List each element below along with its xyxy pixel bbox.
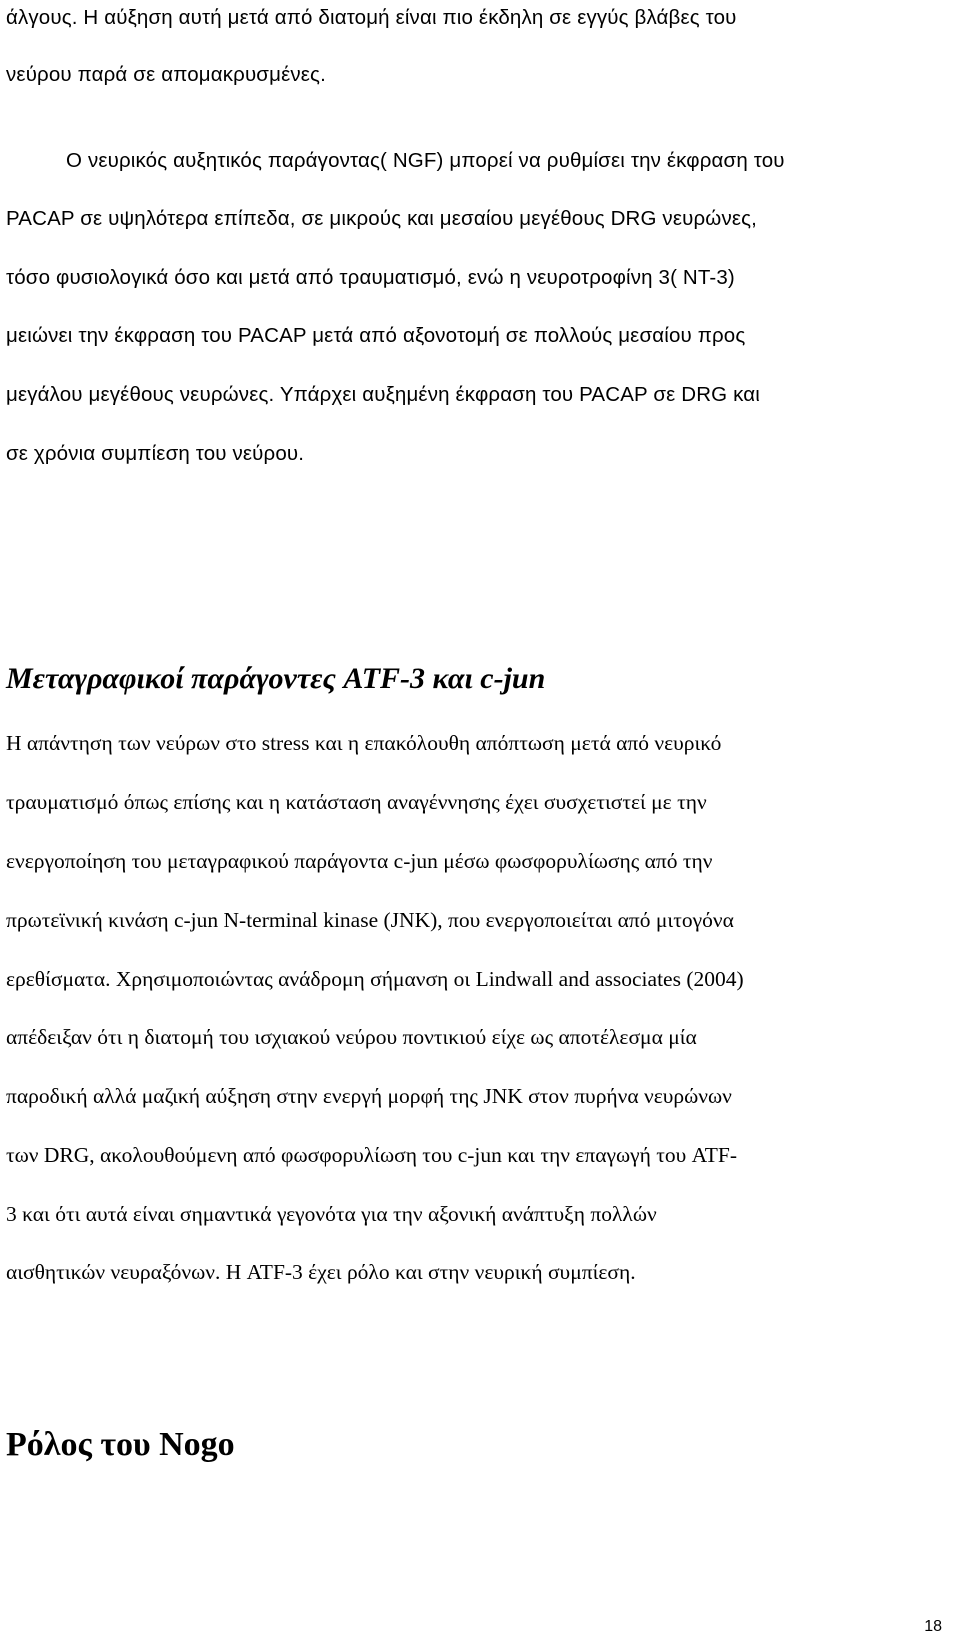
text-line: τραυματισμό όπως επίσης και η κατάσταση αναγέννησης έχει συσχετιστεί με την <box>6 790 707 814</box>
text-line: άλγους. Η αύξηση αυτή μετά από διατομή είναι πιο έκδηλη σε εγγύς βλάβες του <box>6 6 737 29</box>
page-number: 18 <box>924 1618 942 1635</box>
text-line: Η απάντηση των νεύρων στο stress και η επακόλουθη απόπτωση μετά από νευρικό <box>6 731 722 755</box>
text-line: ενεργοποίηση του μεταγραφικού παράγοντα c-jun μέσω φωσφορυλίωσης από την <box>6 849 713 873</box>
text-line: παροδική αλλά μαζική αύξηση στην ενεργή μορφή της JNK στον πυρήνα νευρώνων <box>6 1084 732 1108</box>
text-line: πρωτεϊνική κινάση c-jun N-terminal kinase (JNK), που ενεργοποιείται από μιτογόνα <box>6 908 734 932</box>
text-line: απέδειξαν ότι η διατομή του ισχιακού νεύρου ποντικιού είχε ως αποτέλεσμα μία <box>6 1025 697 1049</box>
text-line: 3 και ότι αυτά είναι σημαντικά γεγονότα για την αξονική ανάπτυξη πολλών <box>6 1202 657 1226</box>
text-line: μεγάλου μεγέθους νευρώνες. Υπάρχει αυξημένη έκφραση του PACAP σε DRG και <box>6 383 760 406</box>
text-line: νεύρου παρά σε απομακρυσμένες. <box>6 63 326 86</box>
section-heading-nogo: Ρόλος του Nogo <box>6 1426 235 1463</box>
text-line: των DRG, ακολουθούμενη από φωσφορυλίωση του c-jun και την επαγωγή του ATF- <box>6 1143 738 1167</box>
text-line: ερεθίσματα. Χρησιμοποιώντας ανάδρομη σήμανση οι Lindwall and associates (2004) <box>6 967 744 991</box>
text-line: μειώνει την έκφραση του PACAP μετά από αξονοτομή σε πολλούς μεσαίου προς <box>6 324 746 347</box>
section-heading-atf3: Μεταγραφικοί παράγοντες ATF-3 και c-jun <box>6 662 546 695</box>
text-line: τόσο φυσιολογικά όσο και μετά από τραυματισμό, ενώ η νευροτροφίνη 3( NT-3) <box>6 266 735 289</box>
text-line: PACAP σε υψηλότερα επίπεδα, σε μικρούς και μεσαίου μεγέθους DRG νευρώνες, <box>6 207 758 230</box>
text-line: Ο νευρικός αυξητικός παράγοντας( NGF) μπορεί να ρυθμίσει την έκφραση του <box>66 149 785 172</box>
text-line: αισθητικών νευραξόνων. Η ATF-3 έχει ρόλο και στην νευρική συμπίεση. <box>6 1260 636 1284</box>
text-line: σε χρόνια συμπίεση του νεύρου. <box>6 442 305 465</box>
